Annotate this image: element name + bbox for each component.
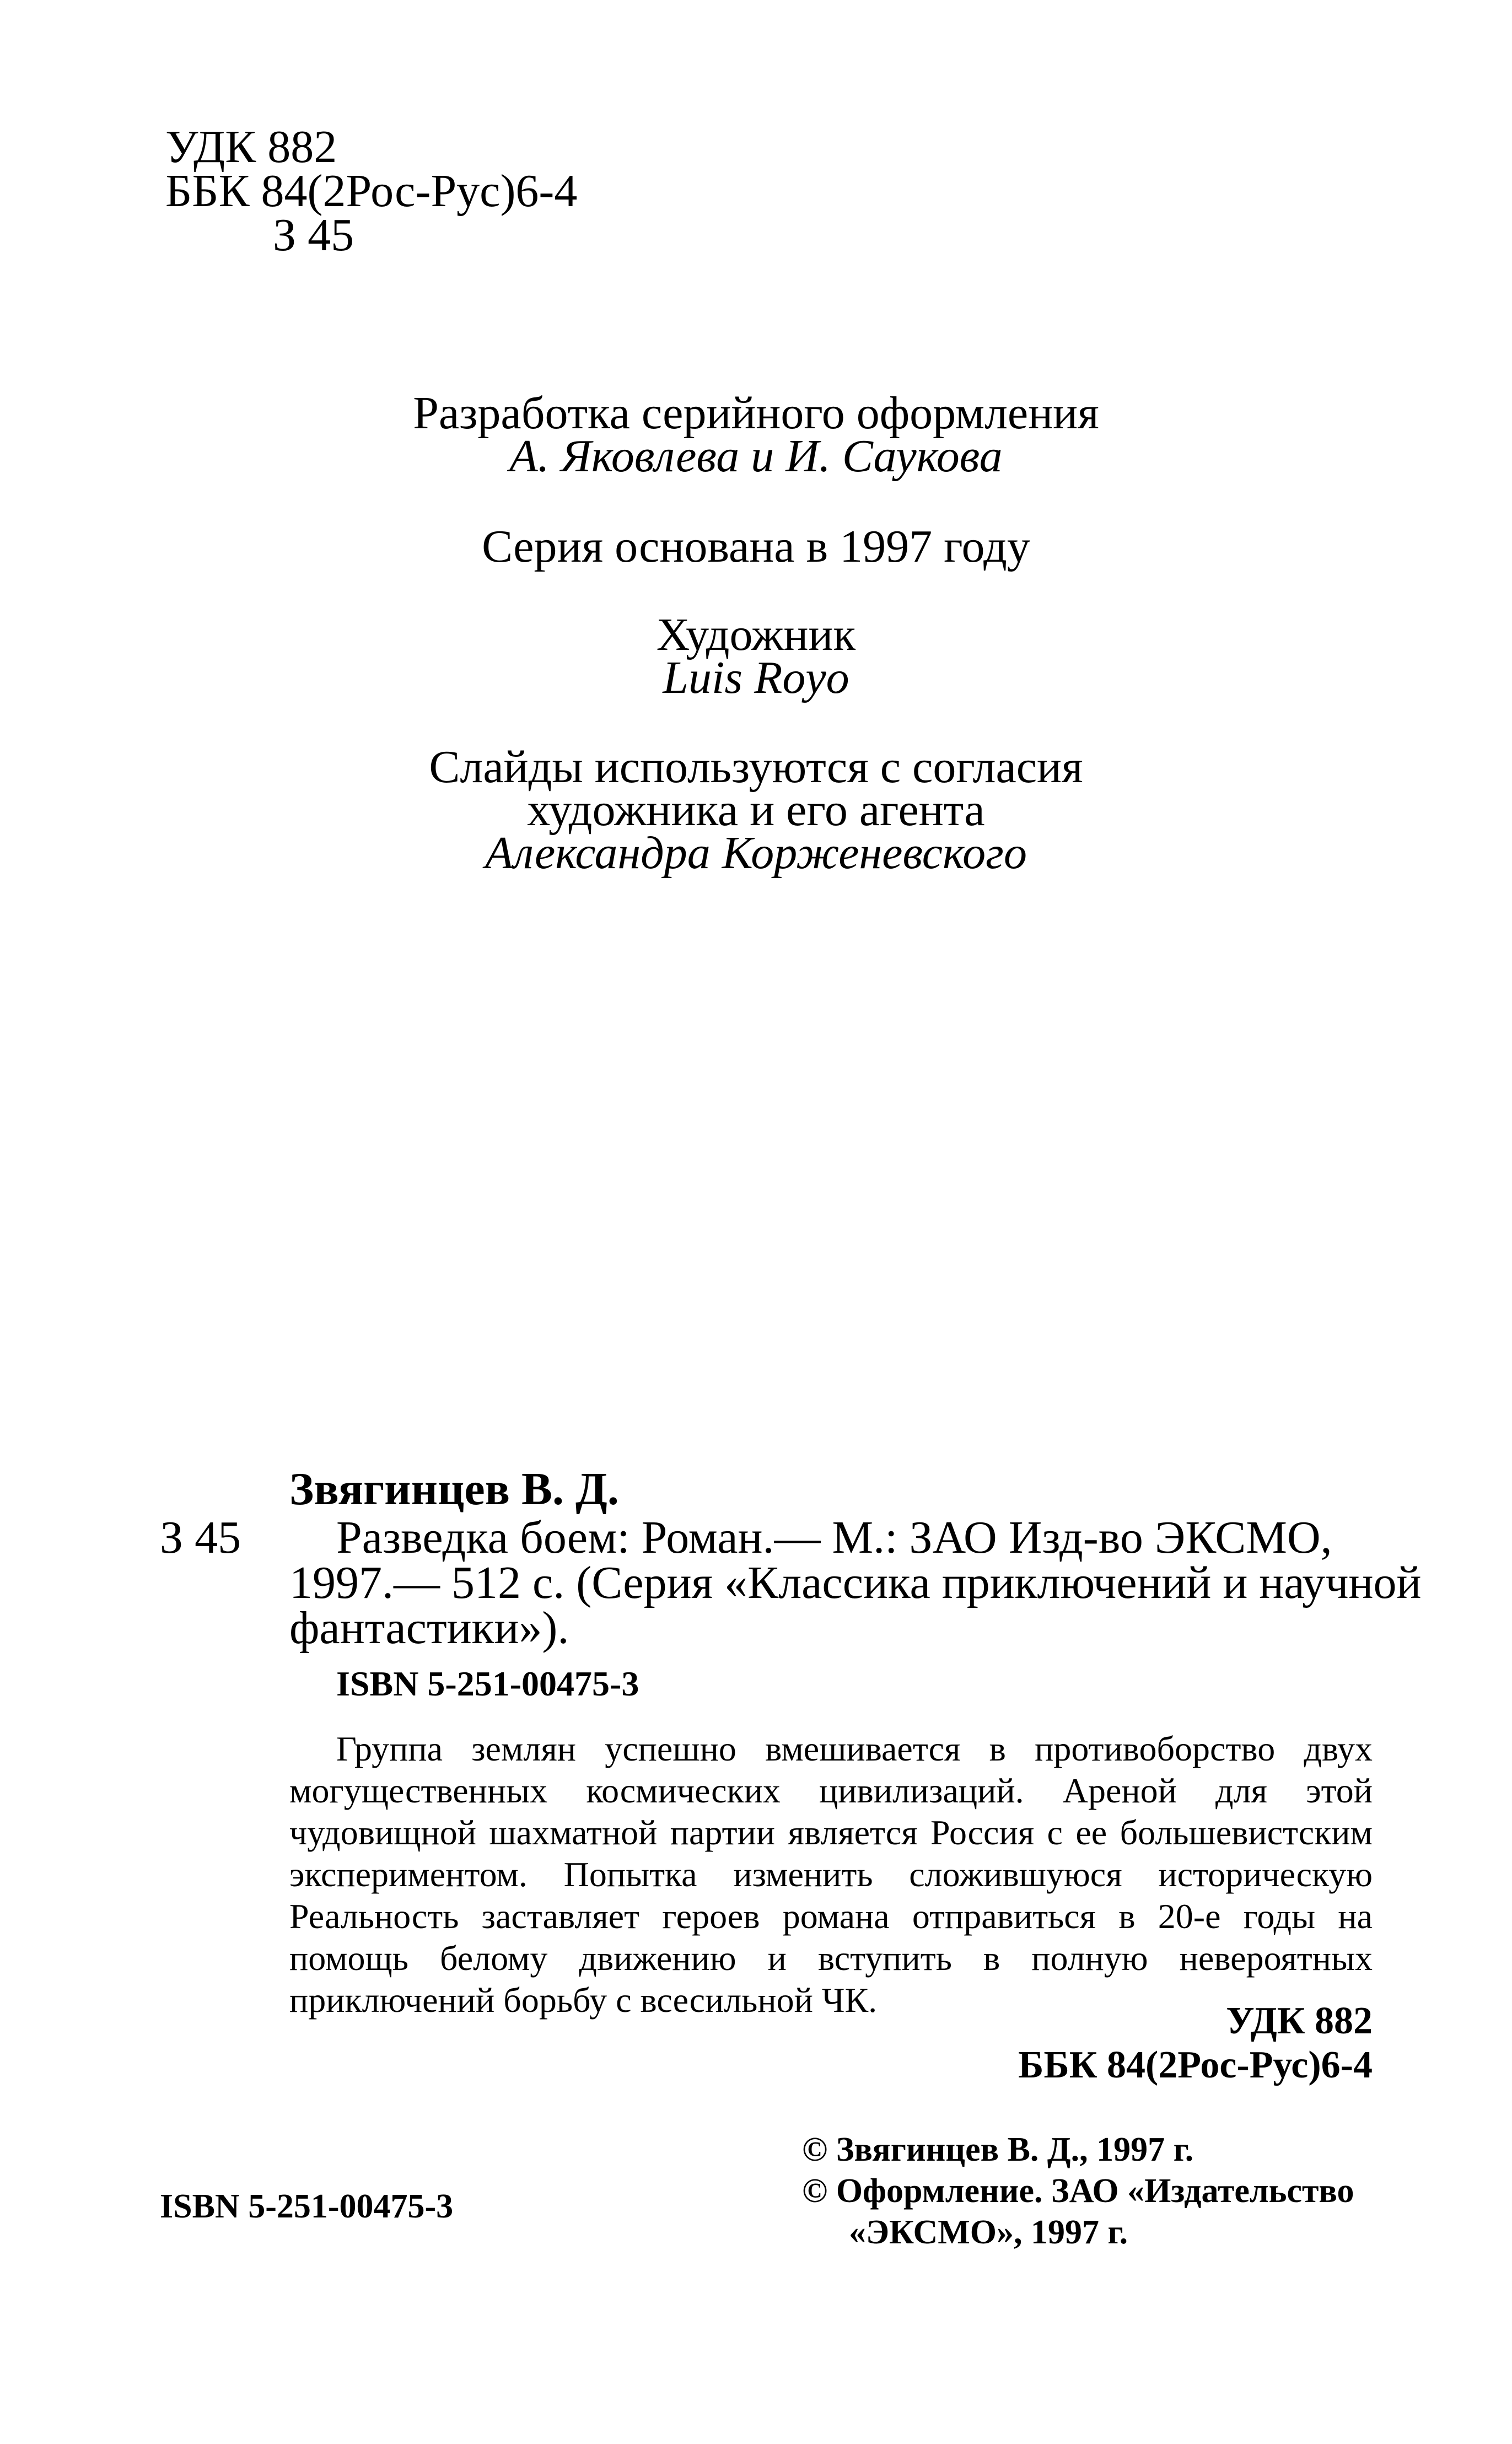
catalog-author: Звягинцев В. Д. bbox=[289, 1463, 619, 1515]
catalog-udk: УДК 882 bbox=[1226, 2000, 1373, 2042]
slides-line-2: художника и его агента bbox=[527, 784, 985, 836]
copyright-design: © Оформление. ЗАО «Издательство bbox=[802, 2172, 1354, 2210]
annotation-text: Группа землян успешно вмешивается в противоборство двух могущественных космических цивилизаций. Ареной для этой чудовищной шахматной партии является Россия с ее большевистским экспериментом. Попытка изменить сложившуюся историческую Реальность заставляет героев романа отправиться в 20-е годы на помощь белому движению и вступить в полную невероятных приключений борьбу с всесильной ЧК. bbox=[289, 1729, 1373, 2020]
catalog-bbk: ББК 84(2Рос-Рус)6-4 bbox=[1018, 2044, 1373, 2086]
slides-line-1: Слайды используются с согласия bbox=[429, 741, 1083, 793]
series-founded: Серия основана в 1997 году bbox=[482, 521, 1030, 572]
catalog-author-mark: З 45 bbox=[160, 1512, 241, 1563]
artist-label: Художник bbox=[656, 609, 856, 660]
bbk-code-top: ББК 84(2Рос-Рус)6-4 bbox=[165, 165, 578, 217]
footer-isbn: ISBN 5-251-00475-3 bbox=[160, 2188, 454, 2225]
agent-name: Александра Корженевского bbox=[485, 827, 1027, 879]
author-mark-top: З 45 bbox=[273, 209, 354, 261]
udk-code-top: УДК 882 bbox=[165, 121, 337, 173]
copyright-publisher: «ЭКСМО», 1997 г. bbox=[849, 2214, 1128, 2251]
catalog-isbn: ISBN 5-251-00475-3 bbox=[336, 1664, 639, 1703]
design-names: А. Яковлева и И. Саукова bbox=[509, 430, 1003, 482]
copyright-author: © Звягинцев В. Д., 1997 г. bbox=[802, 2131, 1194, 2168]
artist-name: Luis Royo bbox=[663, 652, 849, 703]
catalog-line-3: фантастики»). bbox=[289, 1602, 569, 1654]
catalog-line-2: 1997.— 512 с. (Серия «Классика приключений и научной bbox=[289, 1557, 1422, 1608]
catalog-line-1: Разведка боем: Роман.— М.: ЗАО Изд-во ЭКСМО, bbox=[336, 1512, 1332, 1563]
design-label: Разработка серийного оформления bbox=[413, 387, 1099, 439]
